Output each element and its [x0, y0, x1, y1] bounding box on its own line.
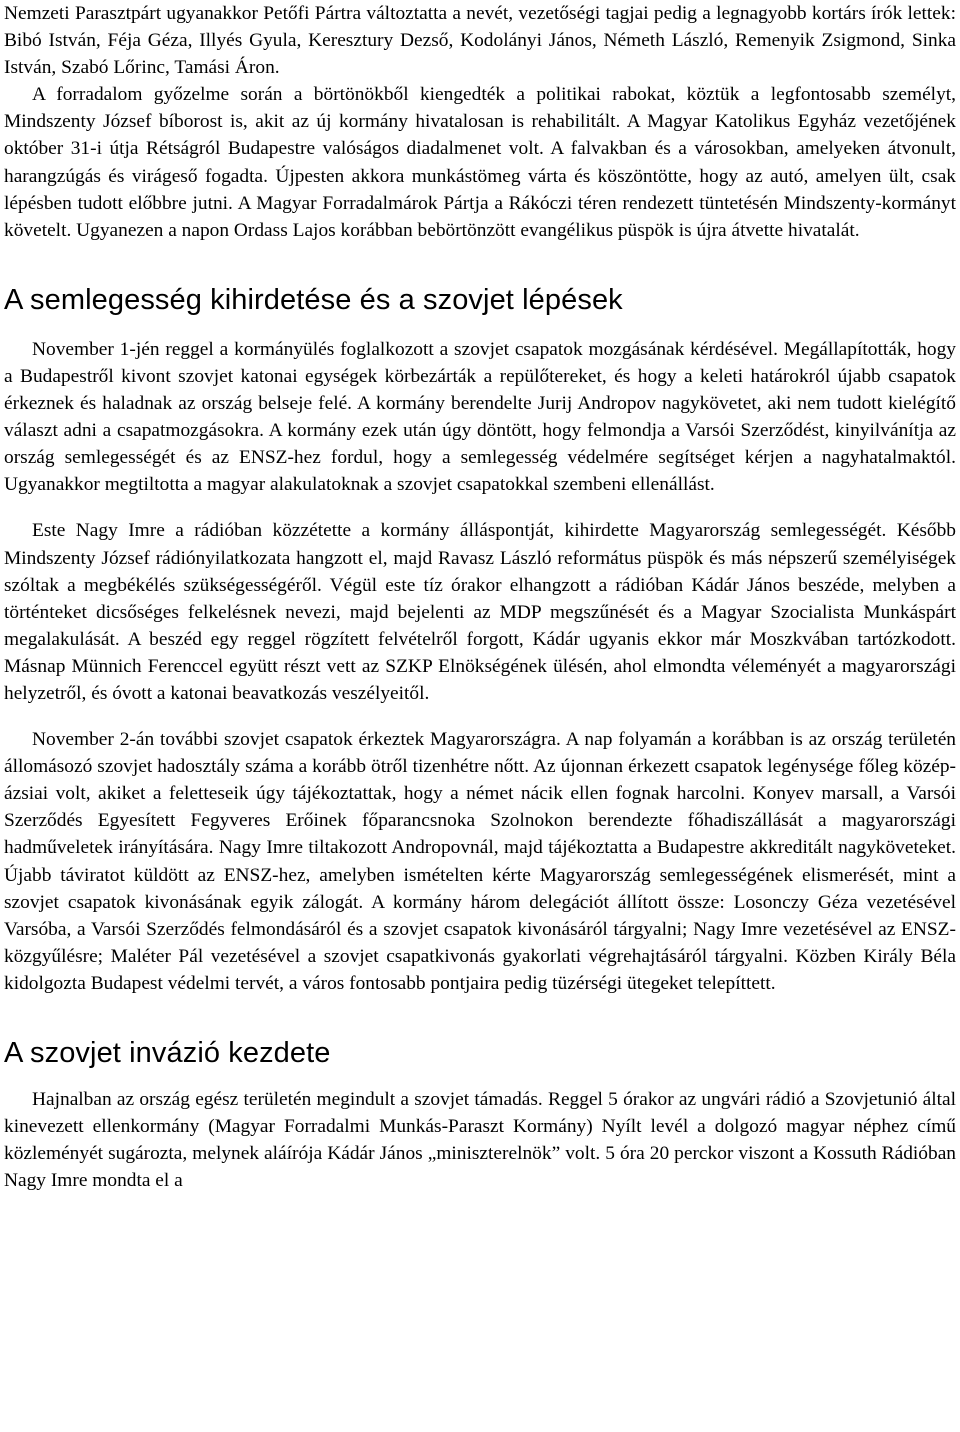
paragraph-november-1: November 1-jén reggel a kormányülés foglalkozott a szovjet csapatok mozgásának kérdésével. Megállapították, hogy a Budapestről kivont szovjet katonai egységek körbezárták a repülőtereket, és hogy a keleti határokról újabb csapatok érkeznek és haladnak az ország belseje felé. A kormány berendelte Jurij Andropov nagykövetet, aki nem tudott kielégítő választ adni a csapatmozgásokra. A kormány ezek után úgy döntött, hogy felmondja a Varsói Szerződést, kinyilvánítja az ország semlegességét és az ENSZ-hez fordul, hogy a semlegesség védelmére segítséget kérjen a nagyhatalmaktól. Ugyanakkor megtiltotta a magyar alakulatoknak a szovjet csapatokkal szembeni ellenállást.: [4, 338, 956, 496]
paragraph-petofi-party: Nemzeti Parasztpárt ugyanakkor Petőfi Pártra változtatta a nevét, vezetőségi tagjai pedig a legnagyobb kortárs írók lettek: Bibó István, Féja Géza, Illyés Gyula, Keresztury Dezső, Kodolányi János, Németh László, Remenyik Zsigmond, Sinka István, Szabó Lőrinc, Tamási Áron.: [4, 3, 956, 79]
paragraph-november-2: November 2-án további szovjet csapatok érkeztek Magyarországra. A nap folyamán a korábban is az ország területén állomásozó szovjet hadosztály száma a korább ötről tizenhétre nőtt. Az újonnan érkezett csapatok legénysége főleg közép-ázsiai volt, akiket a feletteseik úgy tájékoztattak, hogy a német nácik ellen fognak harcolni. Konyev marsall, a Varsói Szerződés Egyesített Fegyveres Erőinek főparancsnoka Szolnokon berendezte főhadiszállását a magyarországi hadműveletek irányítására. Nagy Imre tiltakozott Andropovnál, majd tájékoztatta a Budapestre akkreditált nagyköveteket. Újabb táviratot küldött az ENSZ-hez, amelyben ismételten kérte Magyarország semlegességének elismerését, mint a szovjet csapatok kivonásának egyik zálogát. A kormány három delegációt állított össze: Losonczy Géza vezetésével Varsóba, a Varsói Szerződés felmondásáról és a szovjet csapatok kivonásáról tárgyalni; Nagy Imre vezetésével az ENSZ-közgyűlésre; Maléter Pál vezetésével a szovjet csapatkivonás gyakorlati végrehajtásáról tárgyalni. Közben Király Béla kidolgozta Budapest védelmi tervét, a város fontosabb pontjaira pedig tüzérségi ütegeket telepíttett.: [4, 729, 956, 994]
paragraph-mindszenty-release: A forradalom győzelme során a börtönökből kiengedték a politikai rabokat, köztük a legfontosabb személyt, Mindszenty József bíborost is, akit az új kormány hivatalosan is rehabilitált. A Magyar Katolikus Egyház vezetőjének október 31-i útja Rétságról Budapestre valóságos diadalmenet volt. A falvakban és a városokban, amelyeken átvonult, harangzúgás és virágeső fogadta. Újpesten akkora munkástömeg várta és köszöntötte, hogy az autó, amelyen ült, csak lépésben tudott előbbre jutni. A Magyar Forradalmárok Pártja a Rákóczi téren rendezett tüntetésén Mindszenty-kormányt követelt. Ugyanezen a napon Ordass Lajos korábban bebörtönzött evangélikus püspök is újra átvette hivatalát.: [4, 84, 956, 241]
paragraph-evening-broadcast: Este Nagy Imre a rádióban közzétette a kormány álláspontját, kihirdette Magyarország semlegességét. Később Mindszenty József rádiónyilatkozata hangzott el, majd Ravasz László református püspök és más népszerű személyiségek szóltak a megbékélés szükségességéről. Végül este tíz órakor elhangzott a rádióban Kádár János beszéde, melyben a történteket dicsőséges felkelésnek nevezi, majd bejelenti az MDP megszűnését és a Magyar Szocialista Munkáspárt megalakulását. A beszéd egy reggel rögzített felvételről forgott, Kádár ugyanis ekkor már Moszkvában tartózkodott. Másnap Münnich Ferenccel együtt részt vett az SZKP Elnökségének ülésén, ahol elmondta véleményét a magyarországi helyzetről, és óvott a katonai beavatkozás veszélyeitől.: [4, 520, 956, 704]
document-page: [4, 0, 956, 1194]
section-heading-neutrality: A semlegesség kihirdetése és a szovjet lépések: [4, 283, 623, 316]
paragraph-soviet-attack-dawn: Hajnalban az ország egész területén megindult a szovjet támadás. Reggel 5 órakor az ungvári rádió a Szovjetunió által kinevezett ellenkormány (Magyar Forradalmi Munkás-Paraszt Kormány) Nyílt levél a dolgozó magyar néphez című közleményét sugározta, melynek aláírója Kádár János „miniszterelnök” volt. 5 óra 20 perckor viszont a Kossuth Rádióban Nagy Imre mondta el a: [4, 1089, 956, 1192]
section-heading-invasion: A szovjet invázió kezdete: [4, 1037, 331, 1069]
